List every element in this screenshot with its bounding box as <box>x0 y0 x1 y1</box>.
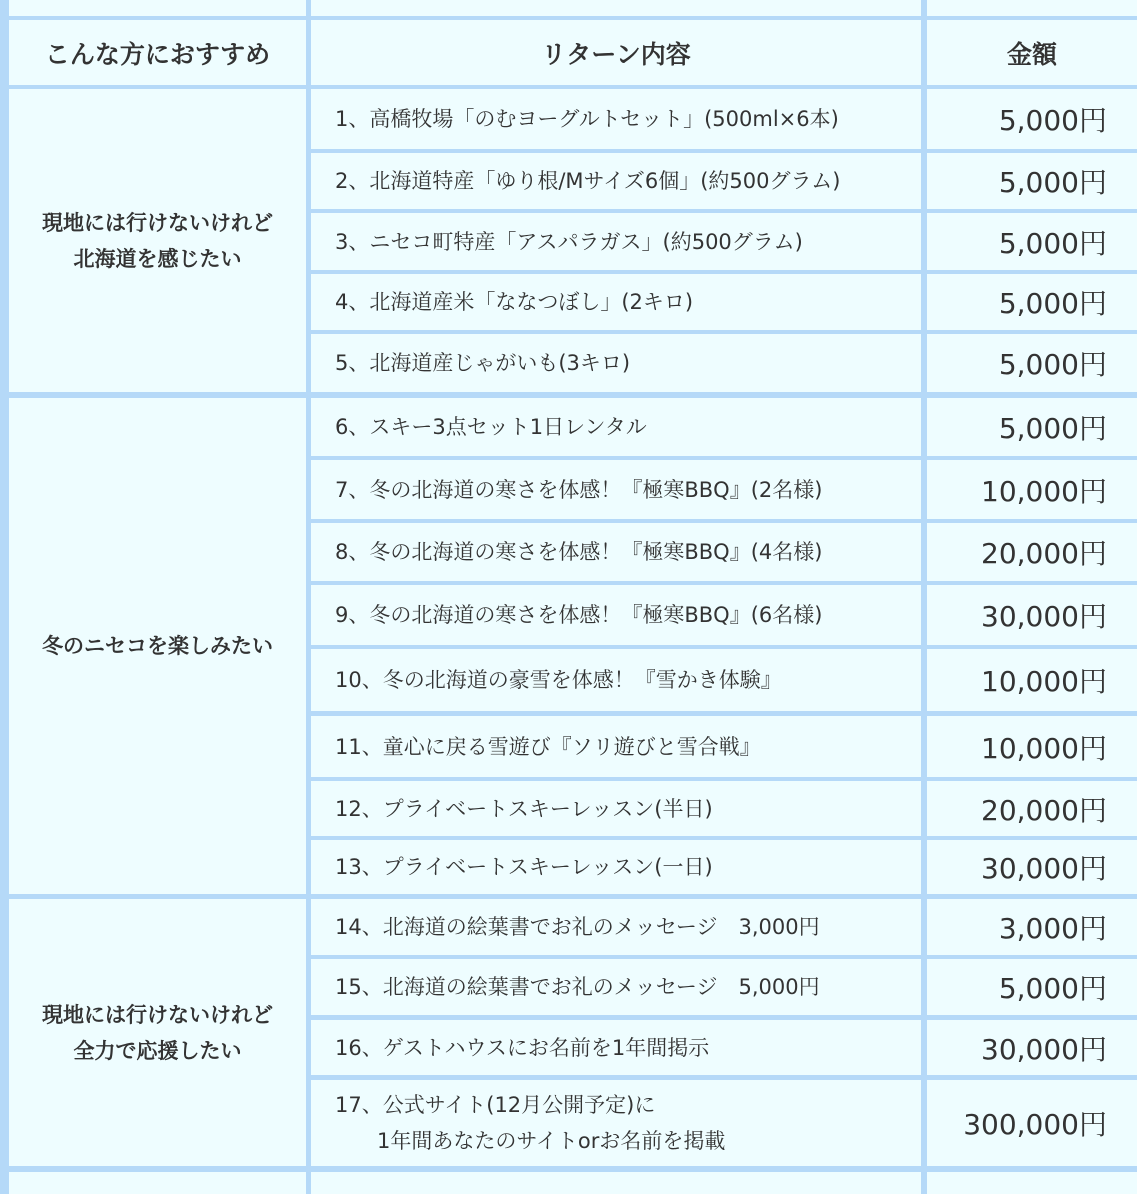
price-cell <box>927 1080 1137 1166</box>
price-text: 30,000円 <box>981 852 1107 885</box>
header-price <box>927 20 1137 85</box>
header-label: こんな方におすすめ <box>44 39 271 69</box>
price-cell <box>927 153 1137 209</box>
reward-text: 2、北海道特産「ゆり根/Mサイズ6個」(約500グラム) <box>335 169 841 193</box>
price-cell <box>927 649 1137 711</box>
price-cell <box>927 899 1137 955</box>
price-text: 5,000円 <box>998 226 1107 260</box>
reward-text: 17、公式サイト(12月公開予定)に 1年間あなたのサイトorお名前を掲載 <box>335 1093 726 1153</box>
reward-cell <box>311 959 921 1015</box>
top-strip-cell <box>927 0 1137 16</box>
reward-cell <box>311 523 921 581</box>
price-cell <box>927 398 1137 456</box>
header-recommend <box>9 20 306 85</box>
reward-cell <box>311 1020 921 1075</box>
reward-text: 9、冬の北海道の寒さを体感！『極寒BBQ』(6名様) <box>335 603 823 627</box>
reward-text: 16、ゲストハウスにお名前を1年間掲示 <box>335 1035 710 1060</box>
price-text: 5,000円 <box>998 412 1107 445</box>
price-text: 5,000円 <box>998 348 1107 381</box>
price-cell <box>927 334 1137 392</box>
reward-text: 5、北海道産じゃがいも(3キロ) <box>335 351 631 375</box>
reward-cell <box>311 899 921 955</box>
bottom-strip-cell <box>927 1172 1137 1194</box>
bottom-strip-cell <box>311 1172 921 1194</box>
price-cell <box>927 781 1137 836</box>
reward-text: 15、北海道の絵葉書でお礼のメッセージ 5,000円 <box>335 975 820 999</box>
price-text: 5,000円 <box>998 104 1107 137</box>
price-text: 20,000円 <box>981 793 1107 827</box>
price-cell <box>927 523 1137 581</box>
reward-cell <box>311 1080 921 1166</box>
reward-text: 10、冬の北海道の豪雪を体感！『雪かき体験』 <box>335 668 782 692</box>
price-text: 5,000円 <box>998 166 1107 199</box>
price-cell <box>927 716 1137 777</box>
reward-text: 8、冬の北海道の寒さを体感！『極寒BBQ』(4名様) <box>335 540 823 564</box>
price-cell <box>927 1020 1137 1075</box>
price-cell <box>927 213 1137 270</box>
reward-text: 3、ニセコ町特産「アスパラガス」(約500グラム) <box>335 229 803 254</box>
category-label: 現地には行けないけれど 北海道を感じたい <box>42 210 273 271</box>
price-cell <box>927 89 1137 149</box>
reward-text: 13、プライベートスキーレッスン(一日) <box>335 855 713 879</box>
reward-cell <box>311 89 921 149</box>
category-label: 現地には行けないけれど 全力で応援したい <box>42 1002 273 1063</box>
reward-cell <box>311 334 921 392</box>
reward-text: 11、童心に戻る雪遊び『ソリ遊びと雪合戦』 <box>335 734 761 759</box>
price-cell <box>927 585 1137 645</box>
price-text: 20,000円 <box>981 537 1107 570</box>
reward-cell <box>311 781 921 836</box>
price-text: 5,000円 <box>998 972 1107 1005</box>
reward-text: 4、北海道産米「ななつぼし」(2キロ) <box>335 290 694 314</box>
price-text: 10,000円 <box>981 665 1107 698</box>
bottom-strip-cell <box>9 1172 306 1194</box>
reward-cell <box>311 274 921 330</box>
reward-cell <box>311 716 921 777</box>
header-label: リターン内容 <box>541 39 691 69</box>
top-strip-cell <box>311 0 921 16</box>
price-cell <box>927 274 1137 330</box>
price-cell <box>927 460 1137 519</box>
reward-cell <box>311 213 921 270</box>
reward-cell <box>311 840 921 894</box>
price-text: 300,000円 <box>963 1108 1107 1141</box>
header-reward <box>311 20 921 85</box>
reward-cell <box>311 398 921 456</box>
price-text: 30,000円 <box>981 600 1107 633</box>
reward-cell <box>311 585 921 645</box>
reward-cell <box>311 460 921 519</box>
price-text: 10,000円 <box>981 474 1107 508</box>
price-text: 30,000円 <box>981 1032 1107 1066</box>
category-label: 冬のニセコを楽しみたい <box>42 634 273 658</box>
reward-text: 14、北海道の絵葉書でお礼のメッセージ 3,000円 <box>335 915 820 939</box>
reward-text: 7、冬の北海道の寒さを体感！『極寒BBQ』(2名様) <box>335 477 823 502</box>
header-label: 金額 <box>1006 39 1057 69</box>
reward-text: 12、プライベートスキーレッスン(半日) <box>335 796 713 821</box>
price-cell <box>927 840 1137 894</box>
reward-text: 6、スキー3点セット1日レンタル <box>335 415 647 439</box>
price-text: 10,000円 <box>981 731 1107 765</box>
price-cell <box>927 959 1137 1015</box>
category-cell <box>9 89 306 392</box>
reward-cell <box>311 153 921 209</box>
price-text: 5,000円 <box>998 287 1107 320</box>
price-text: 3,000円 <box>998 912 1107 945</box>
reward-cell <box>311 649 921 711</box>
category-cell <box>9 899 306 1166</box>
top-strip-cell <box>9 0 306 16</box>
category-cell <box>9 398 306 894</box>
reward-text: 1、高橋牧場「のむヨーグルトセット」(500ml×6本) <box>335 107 839 131</box>
